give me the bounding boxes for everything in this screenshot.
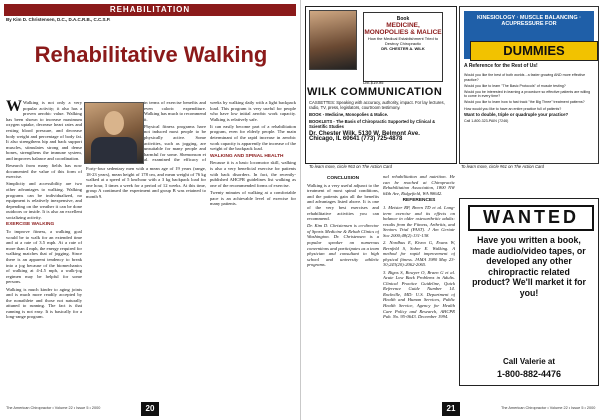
wanted-body: Have you written a book, made audio/video tapes, or developed any other chiropractic related product? We'll market it for you! [472,235,586,298]
reader-service-63: To learn more, circle #63 on The Action Card [309,164,393,169]
dummies-bullets [464,73,594,125]
list-item: How would you like to have an entire practice full of patients? [464,106,562,111]
subheading: WALKING AND SPINAL HEALTH [210,153,284,159]
photo-head [104,111,124,135]
reference: 3. Bigos S, Bowyer O, Braen G et al. Acute Low Back Problems in Adults. Clinical Practice Guideline, Quick Reference Guide Number 14. Rockville, MD: U.S. Department of Health and Human Services, Public Health Service, Agency for Health Care Policy and Research, AHCPR Pub. No. 95-0643. December 1994. [383,269,455,320]
subheading: EXERCISE WALKING [6,222,55,228]
right-page [301,0,602,420]
paragraph: Dr. Kim D. Christensen is co-director of Sports Medicine & Rehab Clinics of Washington. Dr. Christensen is a popular speaker on numerous conventions and participates as a team physician and consultant to high school and university athletic programs. [307,223,379,268]
list-item: Would you like the best of both worlds - a faster growing AND more effective practice? [464,73,586,82]
author-portrait [309,10,357,70]
wanted-phone: 1-800-882-4476 [496,369,562,379]
page-footer: The American Chiropractor • Volume 22 • Issue 5 • 2000 [501,406,596,410]
references-column [383,174,455,400]
paragraph: nal rehabilitation and nutrition. He can be reached at Chiropractic Rehabilitation Association, 1800 NW 64th Ave, Ridgefield, WA 98642. [383,174,455,196]
page-number: 20 [141,402,159,416]
left-page [0,0,300,420]
paragraph: Research from many fields has now documented the value of this form of exercise. [6,163,82,180]
cassettes-line: CASSETTES: Speaking with accuracy, authority, impact. For lay lectures, radio, TV, press, legislators, courtroom testimony. [309,100,445,110]
reference: 1. Meister RP, Breen TD et al. Long-term exercise and its effects on balance in older osteoarthritic adults: results from the Fitness, Arthritis, and Seniors Trial (FAST). J Am Geriatr Soc 2000;48(2):131-138. [383,204,455,238]
references-heading: REFERENCES [402,198,436,204]
conclusion-heading: CONCLUSION [326,176,360,181]
page-number: 21 [442,402,460,416]
wanted-title: WANTED [468,205,594,231]
dummies-ad [459,6,599,164]
list-item: Would you like to learn "The Basic Protocols" of muscle testing? [464,83,566,88]
contact-city: Chicago, IL 60641 (773) 725-4878 [309,136,403,142]
book-price: List $19.95 [363,80,384,85]
paragraph: in terms of exercise benefits and even caloric expenditure. Walking has much to recommend it. [144,100,206,122]
booklets-line: BOOKLETS - The Basis of Chiropractic Supported by Clinical & Scientific Studies [309,119,436,129]
reader-service-61: To learn more, circle #61 on The Action Card [461,164,545,169]
dummies-topline: KINESIOLOGY · MUSCLE BALANCING · ACUPRESSURE FOR [476,15,582,27]
paragraph: Simplicity and accessibility are two other advantages to walking. Walking programs can be individualized, no equipment is relatively inexpensive, and depending on the weather it can be done outdoors or inside. It is also an excellent socializing activity. [6,181,82,220]
article-title: Rehabilitative Walking [34,42,268,67]
list-item: Would you be interested in learning a procedure so effective patients are willing to come in every time? [464,89,591,99]
byline: By Kim D. Christensen, D.C., D.A.C.R.B., C.C.S.P. [6,17,111,22]
contact-name: Dr. Chester Wilk, 5130 W. Belmont Ave. [309,131,420,137]
drop-cap: W [6,100,22,115]
paragraph: Walking is much kinder to aging joints and is much more readily accepted by the nonathlete and those not naturally attuned to running. The fact is that running is not easy. It is basically for a long-range program. [6,286,82,320]
photo-suit [91,137,137,163]
ad-copy [309,100,451,142]
paragraph: Because it is a basic locomotor skill, walking is also a very beneficial exercise for patients with back disorders. In fact, the recently-published AHCPR guidelines list walking as one of the recommended forms of exercise. [210,160,296,188]
page-footer: The American Chiropractor • Volume 22 • Issue 5 • 2000 [6,406,101,410]
book-heading: Book [396,16,410,22]
article-column-1 [6,100,82,400]
book-subtitle: How the Medical Establishment Tried to Destroy Chiropractic [367,36,439,46]
book-author: DR. CHESTER A. WILK [381,46,425,51]
reference: 2. Nordhus E, Kivno G, Evans W, Bernfeld S, Sohre E. Walking. A method for rapid improvement of physical fitness. JAMA 1980 May 23-30;243(20):2062-2065. [383,240,455,268]
paragraph: weeks by walking daily with a light backpack load. This program is very useful for people who have low initial aerobic work capacity. Walking is relatively safe. [210,100,296,122]
dummies-phone: Call 1-800-323-PAIN (7246) [464,118,509,123]
book-cover [363,12,443,82]
paragraph: W Walking is not only a very popular activity; it also has a proven aerobic value. Walking has been shown to increase maximum oxygen uptake, decrease heart rates and resting blood pressure, and decrease body weight and percentage of body fat. It also strengthens hip and back support muscles, stimulates strong and dense bones, strengthens the immune system, and improves balance and coordination. [6,100,82,161]
author-photo [84,102,144,164]
paragraph: Forty-four sedentary men with a mean age of 19 years (range, 18-23 years), mean height of 178 cm, and mean weight of 76 kg walked at a speed of 5 km/hour with a 3 kg backpack load for one hour, 3 times a week for a period of 12 weeks. At this time, group A continued the experiment and group B was retained to month 9. [86,166,206,199]
book-line: BOOK - Medicine, Monopolies & Malice. [309,112,389,117]
paragraph: To improve fitness, a walking goal would be to walk for an extended time and at a rate of 3.5 mph. At a rate of more than 4 mph, the energy required for walking matches that of jogging. Since there is an apparent tendency to break into a jog because of the biomechanics of walking at 4-4.5 mph, a walk-jog regimen may be helpful for some persons. [6,229,82,285]
article-column-3 [210,100,296,400]
article-column-2 [86,166,206,400]
book-title: MEDICINE, MONOPOLIES & MALICE [364,22,442,36]
paragraph: Physical fitness programs have not induced most people to be physically active. Some activities, such as jogging, are unsuitable for many people and harmful for some. Shemonson et al. examined the efficacy of [144,123,206,163]
dummies-word: DUMMIES [470,41,598,61]
company-name: WILK COMMUNICATION [307,86,443,98]
article-column-2-top [144,100,206,164]
list-item: Would you like to learn how to fast track "the Big Three" treatment patterns? [464,100,585,105]
paragraph: It can easily become part of a rehabilitation program, even for elderly people. The main determinant of the rapid increase in aerobic work capacity is apparently the increase of the weight of the backpack load. [210,123,296,152]
wanted-ad [459,198,599,386]
paragraph: Twenty minutes of walking at a comfortable pace is an achievable level of exercise for many patients. [210,189,296,207]
wanted-call: Call Valerie at [502,357,556,366]
dummies-cta: Want to double, triple or quadruple your practice? [464,111,569,117]
dummies-banner [464,11,594,59]
paragraph: Walking is a very useful adjunct to the treatment of most spinal conditions, and the patients gain all the benefits and advantages listed above. It is one of the very best exercises and rehabilitative activities you can recommend. [307,182,379,222]
dummies-sub: A Reference for the Rest of Us! [464,63,538,69]
section-banner: REHABILITATION [4,4,296,16]
conclusion-column [307,174,379,400]
